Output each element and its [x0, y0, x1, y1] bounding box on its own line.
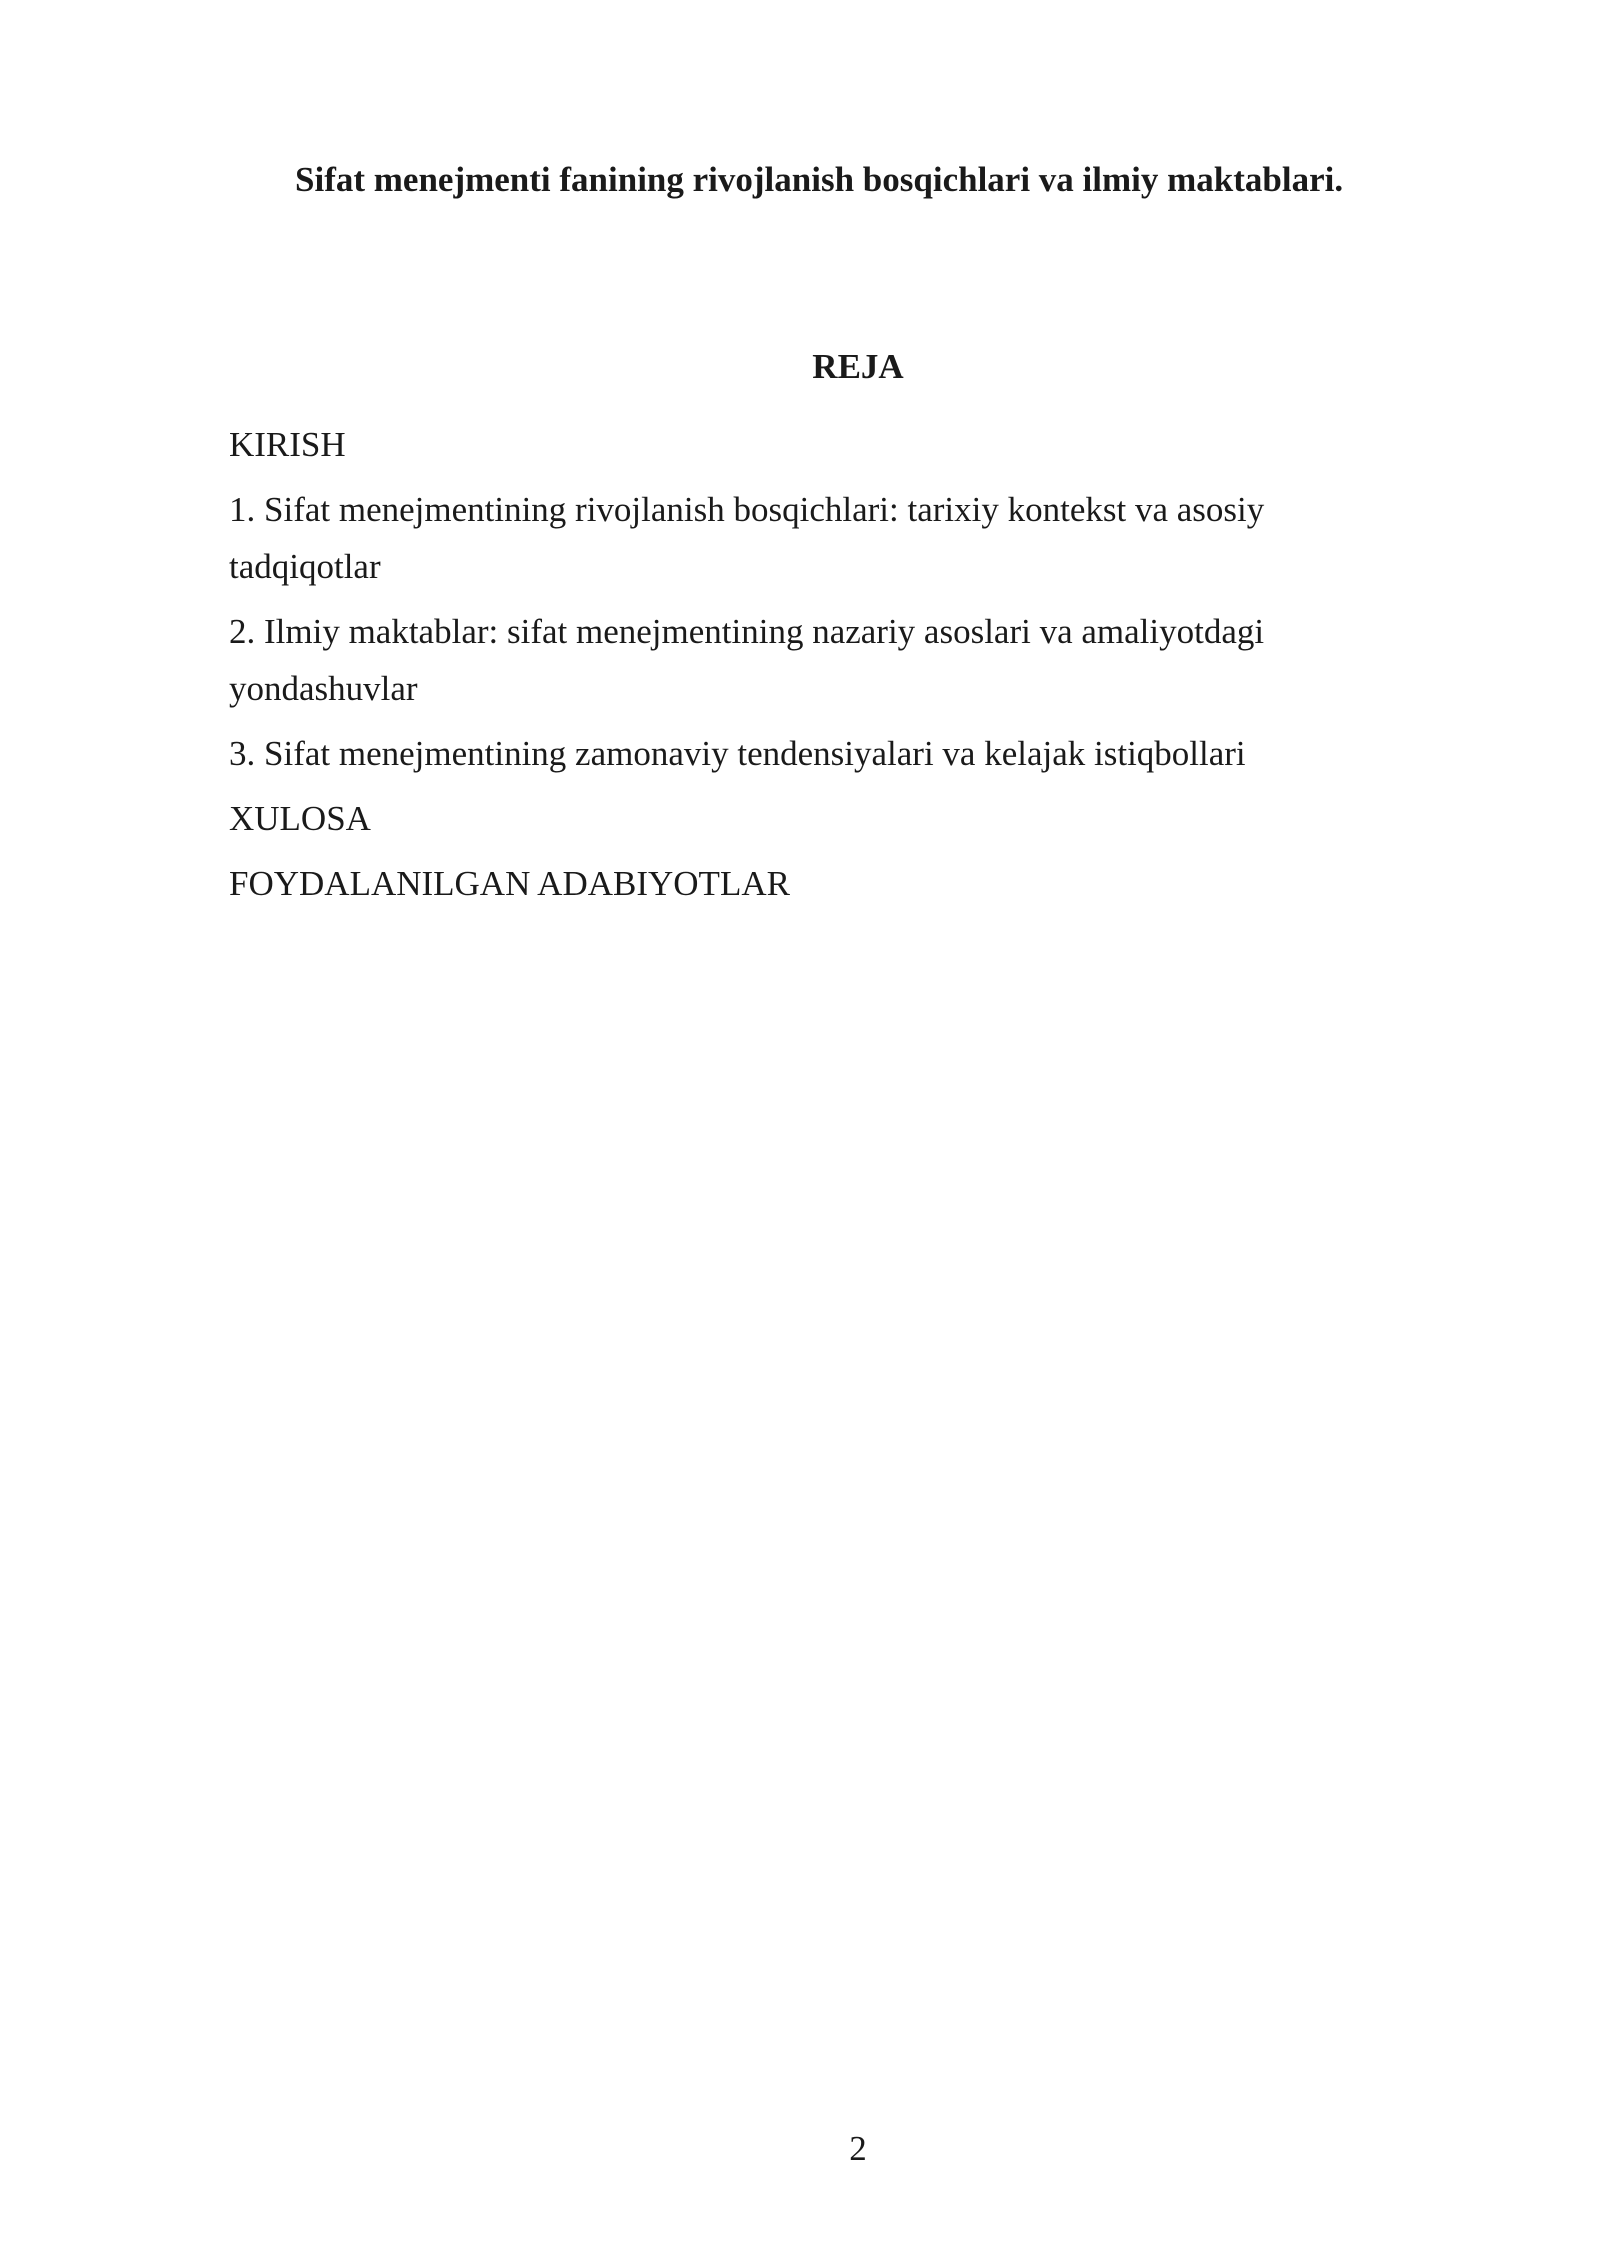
plan-heading: REJA: [812, 347, 904, 386]
plan-item-3: 3. Sifat menejmentining zamonaviy tendensiyalari va kelajak istiqbollari: [229, 734, 1246, 773]
plan-item-1: 1. Sifat menejmentining rivojlanish bosqichlari: tarixiy kontekst va asosiy tadqiqotlar: [229, 490, 1265, 586]
plan-item-conclusion: XULOSA: [229, 799, 371, 838]
plan-list: [229, 416, 1379, 920]
plan-item-2: 2. Ilmiy maktablar: sifat menejmentining nazariy asoslari va amaliyotdagi yondashuvlar: [229, 612, 1265, 708]
plan-item-references: FOYDALANILGAN ADABIYOTLAR: [229, 864, 790, 903]
page-number: 2: [849, 2129, 867, 2168]
plan-item-introduction: KIRISH: [229, 425, 346, 464]
document-title: Sifat menejmenti fanining rivojlanish bosqichlari va ilmiy maktablari.: [295, 160, 1344, 199]
